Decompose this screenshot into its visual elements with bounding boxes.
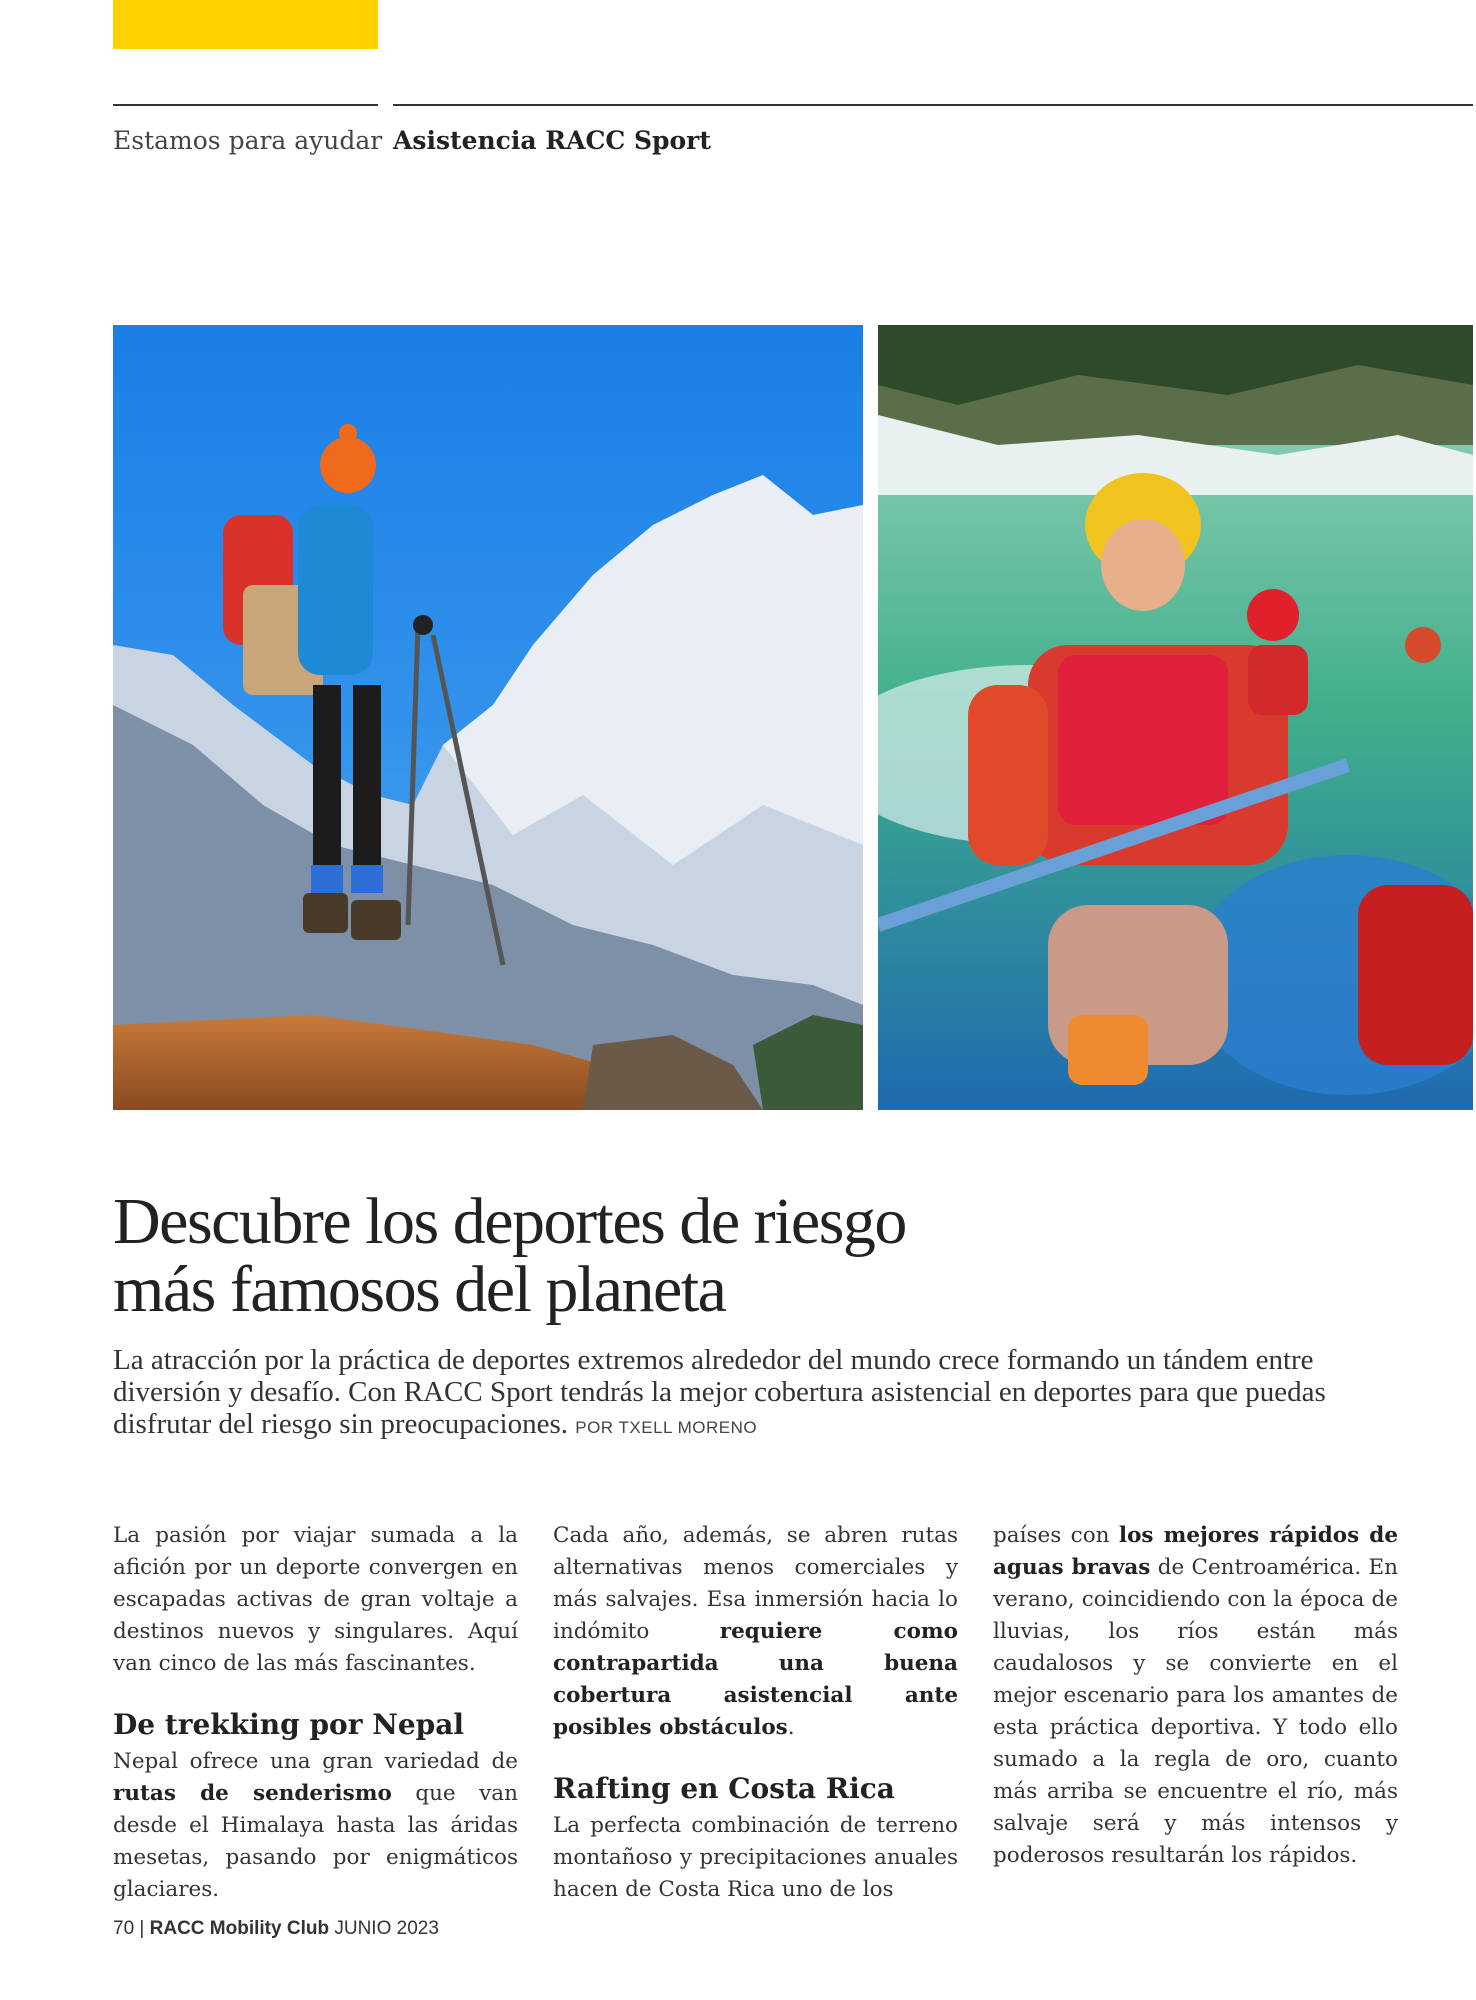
- intro-paragraph: La pasión por viajar sumada a la afición por un deporte convergen en escapadas activas de gran voltaje a destinos nuevos y singulares. Aquí van cinco de las más fascinantes.: [113, 1523, 518, 1676]
- section-rule-left: [113, 104, 378, 106]
- page-number: 70: [113, 1918, 135, 1939]
- article-column-3: [993, 1520, 1398, 1872]
- nepal-paragraph: Nepal ofrece una gran variedad de rutas de senderismo que van desde el Himalaya hasta las áridas mesetas, pasando por enigmáticos glaciares.: [113, 1749, 518, 1902]
- accent-bar: [113, 0, 378, 49]
- article-column-2: [553, 1520, 958, 1906]
- issue-date: JUNIO 2023: [334, 1918, 439, 1939]
- costa-rica-paragraph: La perfecta combinación de terreno montañoso y precipitaciones anuales hacen de Costa Rica uno de los: [553, 1813, 958, 1902]
- subhead-costa-rica: Rafting en Costa Rica: [553, 1772, 895, 1805]
- footer-separator: |: [139, 1918, 145, 1939]
- standfirst-text: La atracción por la práctica de deportes extremos alrededor del mundo crece formando un tándem entre diversión y desafío. Con RACC Sport tendrás la mejor cobertura asistencial en deportes para que puedas disfrutar del riesgo sin preocupaciones.: [113, 1344, 1326, 1440]
- routes-paragraph: Cada año, además, se abren rutas alternativas menos comerciales y más salvajes. Esa inmersión hacia lo indómito requiere como contrapartida una buena cobertura asistencial ante posibles obstáculos.: [553, 1523, 958, 1740]
- section-title: Asistencia RACC Sport: [393, 126, 711, 155]
- publication-name: RACC Mobility Club: [149, 1918, 330, 1939]
- article-standfirst: [113, 1344, 1413, 1444]
- headline-line-2: más famosos del planeta: [113, 1253, 726, 1326]
- subhead-nepal: De trekking por Nepal: [113, 1708, 464, 1741]
- hiker-photo: [113, 325, 863, 1110]
- rapids-paragraph: países con los mejores rápidos de aguas bravas de Centroamérica. En verano, coincidiendo con la época de lluvias, los ríos están más caudalosos y se convierte en el mejor escenario para los amantes de esta práctica deportiva. Y todo ello sumado a la regla de oro, cuanto más arriba se encuentre el río, más salvaje será y más intensos y poderosos resultarán los rápidos.: [993, 1523, 1399, 1868]
- rafting-photo: [878, 325, 1473, 1110]
- article-column-1: [113, 1520, 518, 1906]
- section-rule-right: [393, 104, 1473, 106]
- article-headline: [113, 1185, 1413, 1326]
- section-label: Estamos para ayudar: [113, 126, 383, 155]
- headline-line-1: Descubre los deportes de riesgo: [113, 1185, 906, 1258]
- page-footer: [113, 1918, 439, 1940]
- byline: POR TXELL MORENO: [575, 1418, 758, 1437]
